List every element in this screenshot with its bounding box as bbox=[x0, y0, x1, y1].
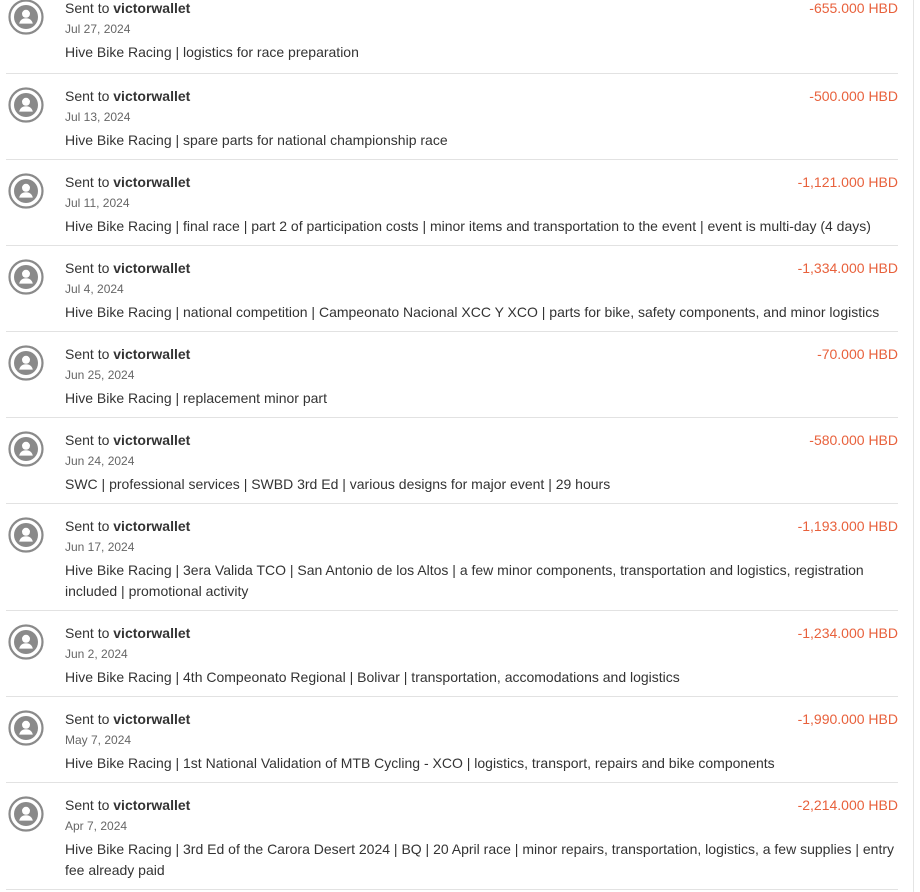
transfer-recipient-line bbox=[65, 174, 190, 190]
transaction-date: Jun 25, 2024 bbox=[65, 368, 135, 382]
transaction-amount: -1,121.000 HBD bbox=[797, 174, 898, 190]
transaction-row bbox=[6, 611, 898, 697]
user-avatar-icon[interactable] bbox=[8, 624, 44, 660]
transaction-row bbox=[6, 697, 898, 783]
recipient-username-link[interactable]: victorwallet bbox=[113, 625, 191, 641]
transaction-amount: -1,193.000 HBD bbox=[797, 518, 898, 534]
transfer-direction-label: Sent to bbox=[65, 174, 110, 190]
recipient-username-link[interactable]: victorwallet bbox=[113, 711, 191, 727]
transaction-amount: -500.000 HBD bbox=[809, 88, 898, 104]
recipient-username-link[interactable]: victorwallet bbox=[113, 260, 191, 276]
user-avatar-icon[interactable] bbox=[8, 796, 44, 832]
transaction-row bbox=[6, 74, 898, 160]
user-avatar-icon[interactable] bbox=[8, 173, 44, 209]
transaction-memo: Hive Bike Racing | 3rd Ed of the Carora Desert 2024 | BQ | 20 April race | minor repairs, transportation, logistics, a few supplies | entry fee already paid bbox=[65, 841, 895, 878]
transfer-direction-label: Sent to bbox=[65, 518, 110, 534]
recipient-username-link[interactable]: victorwallet bbox=[113, 0, 191, 16]
transaction-date: May 7, 2024 bbox=[65, 733, 132, 747]
transaction-date: Jun 17, 2024 bbox=[65, 540, 135, 554]
transaction-amount: -70.000 HBD bbox=[817, 346, 898, 362]
transfer-recipient-line bbox=[65, 797, 190, 813]
transaction-memo: Hive Bike Racing | 3era Valida TCO | San Antonio de los Altos | a few minor components, transportation and logistics, registration included | promotional activity bbox=[65, 562, 864, 599]
transfer-recipient-line bbox=[65, 88, 190, 104]
transfer-direction-label: Sent to bbox=[65, 0, 110, 16]
transfer-recipient-line bbox=[65, 432, 190, 448]
transaction-row bbox=[6, 160, 898, 246]
recipient-username-link[interactable]: victorwallet bbox=[113, 518, 191, 534]
recipient-username-link[interactable]: victorwallet bbox=[113, 346, 191, 362]
transfer-recipient-line bbox=[65, 625, 190, 641]
recipient-username-link[interactable]: victorwallet bbox=[113, 432, 191, 448]
transaction-row bbox=[6, 246, 898, 332]
transaction-memo: Hive Bike Racing | 1st National Validation of MTB Cycling - XCO | logistics, transport, repairs and bike components bbox=[65, 755, 775, 771]
transaction-amount: -2,214.000 HBD bbox=[797, 797, 898, 813]
recipient-username-link[interactable]: victorwallet bbox=[113, 174, 191, 190]
user-avatar-icon[interactable] bbox=[8, 87, 44, 123]
transaction-date: Jul 4, 2024 bbox=[65, 282, 124, 296]
user-avatar-icon[interactable] bbox=[8, 259, 44, 295]
transfer-direction-label: Sent to bbox=[65, 260, 110, 276]
transaction-memo: Hive Bike Racing | logistics for race preparation bbox=[65, 44, 359, 60]
transfer-recipient-line bbox=[65, 0, 190, 16]
transaction-memo: Hive Bike Racing | spare parts for national championship race bbox=[65, 132, 448, 148]
transfer-direction-label: Sent to bbox=[65, 711, 110, 727]
transaction-amount: -580.000 HBD bbox=[809, 432, 898, 448]
user-avatar-icon[interactable] bbox=[8, 0, 44, 35]
transfer-direction-label: Sent to bbox=[65, 88, 110, 104]
transaction-row bbox=[6, 504, 898, 611]
user-avatar-icon[interactable] bbox=[8, 710, 44, 746]
transaction-row bbox=[6, 0, 898, 74]
user-avatar-icon[interactable] bbox=[8, 517, 44, 553]
transaction-amount: -1,234.000 HBD bbox=[797, 625, 898, 641]
transaction-amount: -655.000 HBD bbox=[809, 0, 898, 16]
transfer-direction-label: Sent to bbox=[65, 625, 110, 641]
transaction-memo: Hive Bike Racing | national competition | Campeonato Nacional XCC Y XCO | parts for bike, safety components, and minor logistics bbox=[65, 304, 880, 320]
transfer-recipient-line bbox=[65, 711, 190, 727]
transaction-list bbox=[6, 0, 898, 890]
transaction-date: Jul 11, 2024 bbox=[65, 196, 130, 210]
transaction-row bbox=[6, 418, 898, 504]
transaction-amount: -1,990.000 HBD bbox=[797, 711, 898, 727]
recipient-username-link[interactable]: victorwallet bbox=[113, 88, 191, 104]
transfer-recipient-line bbox=[65, 346, 190, 362]
transaction-date: Jun 2, 2024 bbox=[65, 647, 128, 661]
transaction-memo: SWC | professional services | SWBD 3rd Ed | various designs for major event | 29 hours bbox=[65, 476, 611, 492]
transaction-date: Jul 27, 2024 bbox=[65, 22, 131, 36]
user-avatar-icon[interactable] bbox=[8, 345, 44, 381]
transfer-direction-label: Sent to bbox=[65, 432, 110, 448]
transfer-direction-label: Sent to bbox=[65, 346, 110, 362]
transaction-date: Jun 24, 2024 bbox=[65, 454, 135, 468]
user-avatar-icon[interactable] bbox=[8, 431, 44, 467]
transaction-memo: Hive Bike Racing | 4th Compeonato Regional | Bolivar | transportation, accomodations and logistics bbox=[65, 669, 680, 685]
transaction-memo: Hive Bike Racing | replacement minor part bbox=[65, 390, 327, 406]
recipient-username-link[interactable]: victorwallet bbox=[113, 797, 191, 813]
transaction-date: Apr 7, 2024 bbox=[65, 819, 128, 833]
transaction-memo: Hive Bike Racing | final race | part 2 of participation costs | minor items and transportation to the event | event is multi-day (4 days) bbox=[65, 218, 871, 234]
transaction-date: Jul 13, 2024 bbox=[65, 110, 131, 124]
transaction-row bbox=[6, 332, 898, 418]
transaction-row bbox=[6, 783, 898, 890]
transfer-recipient-line bbox=[65, 260, 190, 276]
transaction-amount: -1,334.000 HBD bbox=[797, 260, 898, 276]
transfer-recipient-line bbox=[65, 518, 190, 534]
transfer-direction-label: Sent to bbox=[65, 797, 110, 813]
